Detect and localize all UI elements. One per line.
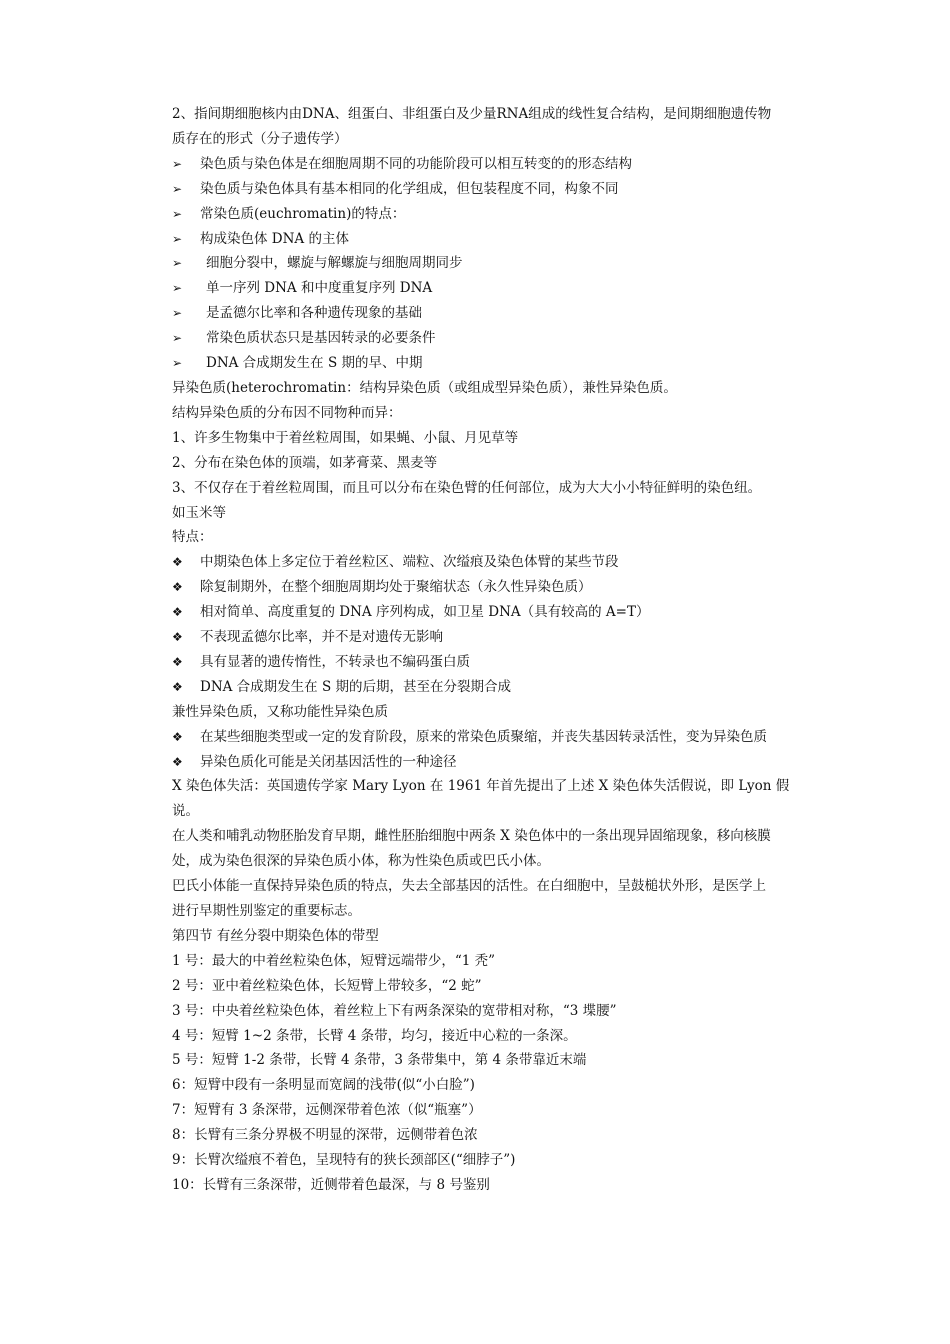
list-item (172, 550, 812, 575)
diamond-bullet-icon: ❖ (172, 555, 183, 570)
arrow-bullet-icon: ➢ (172, 306, 183, 321)
list-item (172, 725, 812, 750)
list-item-text: 5 号：短臂 1-2 条带，长臂 4 条带，3 条带集中，第 4 条带靠近末端 (172, 1052, 587, 1069)
constitutive-features-list (172, 550, 812, 699)
list-item-text: 中期染色体上多定位于着丝粒区、端粒、次缢痕及染色体臂的某些节段 (200, 554, 619, 571)
diamond-bullet-icon: ❖ (172, 754, 183, 769)
x-inactivation-line-1: X 染色体失活：英国遗传学家 Mary Lyon 在 1961 年首先提出了上述 X 染色体失活假说，即 Lyon 假 (172, 778, 790, 795)
list-item-text: 7：短臂有 3 条深带，远侧深带着色浓（似“瓶塞”） (172, 1102, 482, 1119)
list-item-text: 常染色质(euchromatin)的特点： (200, 205, 406, 222)
arrow-bullet-icon: ➢ (172, 181, 183, 196)
list-item-text: 不表现孟德尔比率，并不是对遗传无影响 (200, 629, 443, 646)
list-item-text: DNA 合成期发生在 S 期的后期，甚至在分裂期合成 (200, 678, 512, 695)
list-item (172, 575, 812, 600)
document-page (172, 102, 812, 1198)
list-item-text: 10：长臂有三条深带，近侧带着色最深，与 8 号鉴别 (172, 1176, 490, 1193)
x-inactivation-p2-line-1: 在人类和哺乳动物胚胎发育早期，雌性胚胎细胞中两条 X 染色体中的一条出现异固缩现象，移向核膜 (172, 828, 771, 845)
list-item-text: 相对简单、高度重复的 DNA 序列构成，如卫星 DNA（具有较高的 A=T） (200, 604, 650, 621)
list-item-text: 常染色质状态只是基因转录的必要条件 (206, 330, 436, 347)
features-heading: 特点： (172, 529, 213, 546)
diamond-bullet-icon: ❖ (172, 654, 183, 669)
intro-line-1: 2、指间期细胞核内由DNA、组蛋白、非组蛋白及少量RNA组成的线性复合结构，是间期细胞遗传物 (172, 106, 772, 122)
list-item-text: 单一序列 DNA 和中度重复序列 DNA (206, 280, 433, 297)
list-item (172, 750, 812, 775)
arrow-bullet-icon: ➢ (172, 256, 183, 271)
arrow-bullet-icon: ➢ (172, 356, 183, 371)
arrow-bullet-icon: ➢ (172, 156, 183, 171)
list-item-text: 在某些细胞类型或一定的发育阶段，原来的常染色质聚缩，并丧失基因转录活性，变为异染色质 (200, 728, 767, 745)
list-item-text: DNA 合成期发生在 S 期的早、中期 (206, 355, 423, 372)
distribution-item-1: 1、许多生物集中于着丝粒周围，如果蝇、小鼠、月见草等 (172, 429, 519, 446)
list-item (172, 1148, 812, 1173)
diamond-bullet-icon: ❖ (172, 580, 183, 595)
list-item (172, 351, 812, 376)
list-item (172, 1173, 812, 1198)
x-inactivation-line-2: 说。 (172, 803, 199, 820)
heterochromatin-definition: 异染色质(heterochromatin：结构异染色质（或组成型异染色质），兼性异染色质。 (172, 379, 677, 396)
arrow-bullet-icon: ➢ (172, 331, 183, 346)
section-4-title: 第四节 有丝分裂中期染色体的带型 (172, 927, 379, 944)
list-item-text: 8：长臂有三条分界极不明显的深带，远侧带着色浓 (172, 1127, 478, 1144)
distribution-item-3-cont: 如玉米等 (172, 504, 226, 521)
list-item (172, 949, 812, 974)
x-inactivation-p3-line-1: 巴氏小体能一直保持异染色质的特点，失去全部基因的活性。在白细胞中，呈鼓槌状外形，是医学上 (172, 878, 766, 895)
list-item (172, 276, 812, 301)
list-item (172, 1073, 812, 1098)
chromosome-banding-list (172, 949, 812, 1198)
list-item-text: 染色质与染色体是在细胞周期不同的功能阶段可以相互转变的的形态结构 (200, 155, 632, 172)
arrow-bullet-icon: ➢ (172, 206, 183, 221)
list-item (172, 1123, 812, 1148)
facultative-features-list (172, 725, 812, 775)
list-item-text: 细胞分裂中，螺旋与解螺旋与细胞周期同步 (206, 255, 463, 272)
list-item-text: 染色质与染色体具有基本相同的化学组成，但包装程度不同，构象不同 (200, 180, 619, 197)
list-item (172, 202, 812, 227)
list-item (172, 326, 812, 351)
euchromatin-list (172, 152, 812, 376)
list-item-text: 具有显著的遗传惰性，不转录也不编码蛋白质 (200, 653, 470, 670)
list-item-text: 除复制期外，在整个细胞周期均处于聚缩状态（永久性异染色质） (200, 579, 592, 596)
list-item-text: 3 号：中央着丝粒染色体，着丝粒上下有两条深染的宽带相对称，“3 堞腰” (172, 1002, 617, 1019)
diamond-bullet-icon: ❖ (172, 729, 183, 744)
list-item (172, 227, 812, 252)
facultative-heading: 兼性异染色质，又称功能性异染色质 (172, 703, 388, 720)
x-inactivation-p3-line-2: 进行早期性别鉴定的重要标志。 (172, 903, 361, 919)
list-item (172, 301, 812, 326)
list-item-text: 构成染色体 DNA 的主体 (200, 230, 349, 247)
list-item (172, 650, 812, 675)
list-item (172, 177, 812, 202)
list-item-text: 6：短臂中段有一条明显而宽阔的浅带(似“小白脸”) (172, 1077, 475, 1094)
diamond-bullet-icon: ❖ (172, 630, 183, 645)
list-item (172, 1098, 812, 1123)
arrow-bullet-icon: ➢ (172, 281, 183, 296)
list-item (172, 675, 812, 700)
list-item (172, 600, 812, 625)
diamond-bullet-icon: ❖ (172, 605, 183, 620)
distribution-item-3: 3、不仅存在于着丝粒周围，而且可以分布在染色臂的任何部位，成为大大小小特征鲜明的染色纽。 (172, 479, 762, 496)
list-item (172, 999, 812, 1024)
list-item-text: 是孟德尔比率和各种遗传现象的基础 (206, 305, 422, 322)
list-item-text: 9：长臂次缢痕不着色，呈现特有的狭长颈部区(“细脖子”) (172, 1152, 516, 1169)
intro-line-2: 质存在的形式（分子遗传学） (172, 130, 348, 147)
list-item (172, 1024, 812, 1049)
diamond-bullet-icon: ❖ (172, 679, 183, 694)
list-item (172, 625, 812, 650)
list-item (172, 1048, 812, 1073)
arrow-bullet-icon: ➢ (172, 231, 183, 246)
list-item (172, 974, 812, 999)
distribution-item-2: 2、分布在染色体的顶端，如茅膏菜、黑麦等 (172, 454, 438, 471)
list-item-text: 1 号：最大的中着丝粒染色体，短臂远端带少，“1 秃” (172, 952, 496, 969)
list-item-text: 2 号：亚中着丝粒染色体，长短臂上带较多，“2 蛇” (172, 977, 482, 994)
list-item (172, 251, 812, 276)
list-item-text: 异染色质化可能是关闭基因活性的一种途径 (200, 753, 457, 770)
list-item (172, 152, 812, 177)
list-item-text: 4 号：短臂 1~2 条带，长臂 4 条带，均匀，接近中心粒的一条深。 (172, 1027, 577, 1044)
x-inactivation-p2-line-2: 处，成为染色很深的异染色质小体，称为性染色质或巴氏小体。 (172, 853, 550, 870)
heterochromatin-distribution: 结构异染色质的分布因不同物种而异： (172, 404, 402, 421)
